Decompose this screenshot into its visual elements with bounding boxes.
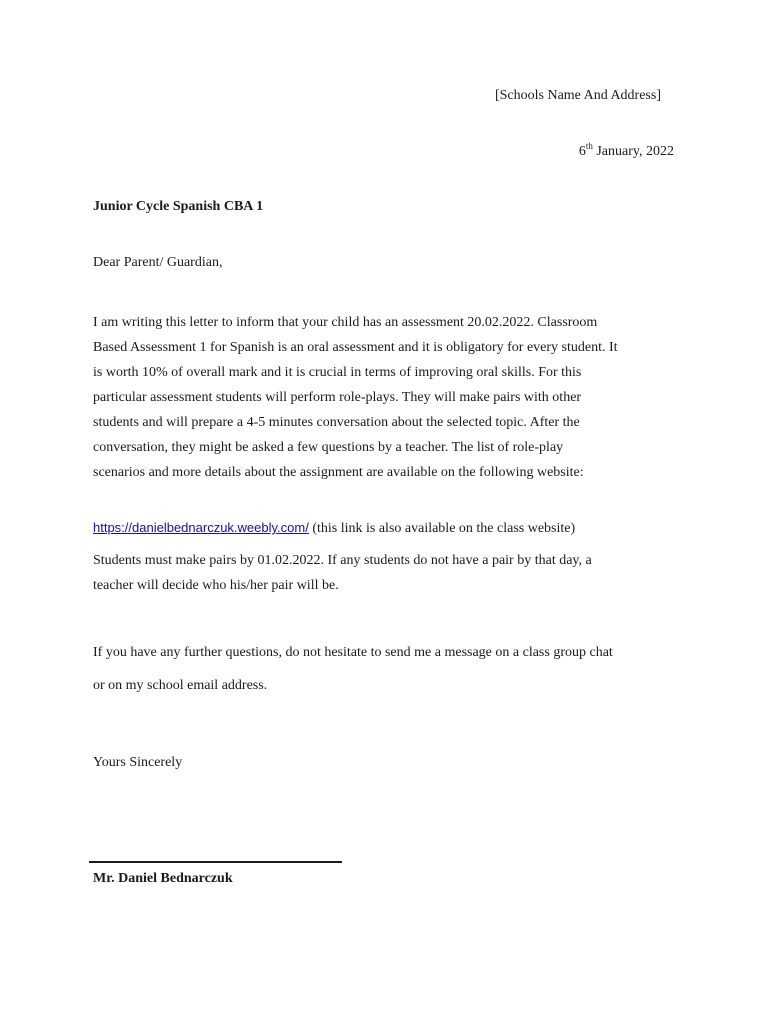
body-line: is worth 10% of overall mark and it is crucial in terms of improving oral skills. For this <box>93 365 582 380</box>
body-line: scenarios and more details about the assignment are available on the following website: <box>93 465 584 480</box>
website-link[interactable]: https://danielbednarczuk.weebly.com/ <box>93 520 309 535</box>
signature-line <box>89 861 342 863</box>
body-line: particular assessment students will perform role-plays. They will make pairs with other <box>93 390 582 405</box>
pairs-paragraph <box>93 548 592 598</box>
letter-body <box>93 310 693 485</box>
date-day: 6 <box>578 144 586 159</box>
body-line: conversation, they might be asked a few questions by a teacher. The list of role-play <box>93 440 564 455</box>
school-address: [Schools Name And Address] <box>494 88 661 103</box>
pairs-line: teacher will decide who his/her pair will be. <box>93 578 339 593</box>
letter-subject: Junior Cycle Spanish CBA 1 <box>93 199 264 214</box>
signer-name: Mr. Daniel Bednarczuk <box>93 871 233 886</box>
date-suffix: th <box>585 141 593 151</box>
body-line: Based Assessment 1 for Spanish is an oral assessment and it is obligatory for every student. It <box>93 340 618 355</box>
letter-closing: Yours Sincerely <box>93 755 183 770</box>
body-line: I am writing this letter to inform that your child has an assessment 20.02.2022. Classroom <box>93 315 598 330</box>
letter-date <box>578 141 674 160</box>
date-rest: January, 2022 <box>592 144 674 159</box>
website-note: (this link is also available on the class website) <box>308 521 576 536</box>
questions-line: If you have any further questions, do not hesitate to send me a message on a class group chat <box>93 645 613 660</box>
questions-line: or on my school email address. <box>93 678 268 693</box>
letter-greeting: Dear Parent/ Guardian, <box>93 255 223 270</box>
body-line: students and will prepare a 4-5 minutes conversation about the selected topic. After the <box>93 415 580 430</box>
website-line <box>93 520 575 537</box>
pairs-line: Students must make pairs by 01.02.2022. If any students do not have a pair by that day, a <box>93 553 592 568</box>
